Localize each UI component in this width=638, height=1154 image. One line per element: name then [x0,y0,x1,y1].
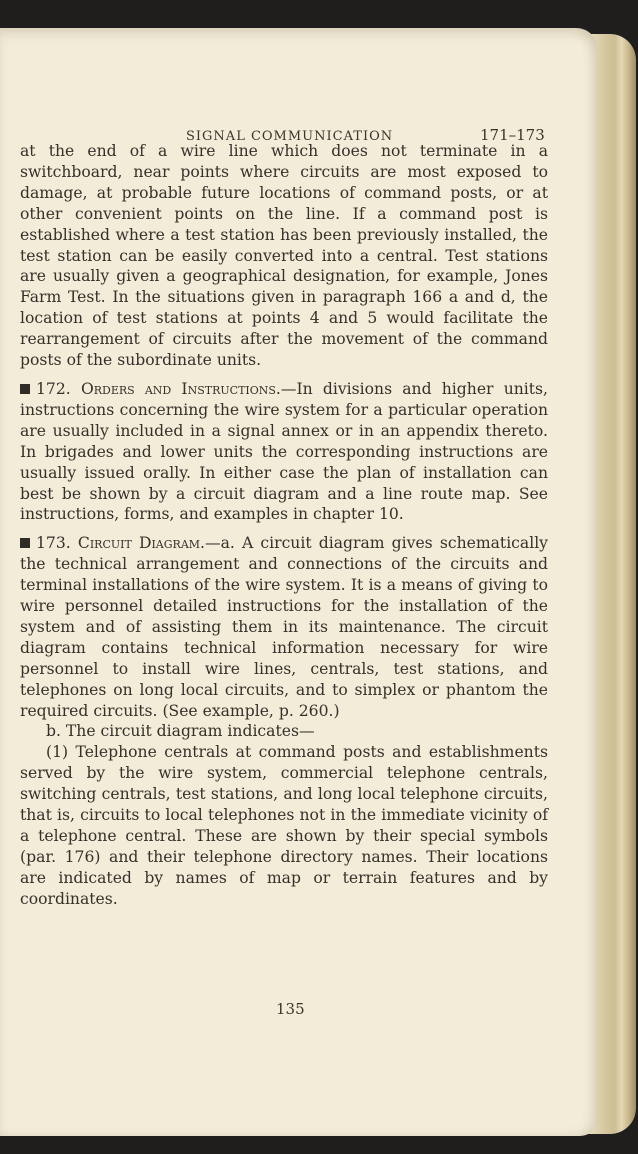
running-head-title: SIGNAL COMMUNICATION [186,129,394,144]
body-text [20,141,548,910]
section-172 [20,379,548,525]
running-head-paragraphs: 171–173 [480,126,545,144]
section-173-heading: Circuit Diagram. [77,534,205,553]
paragraph-continuation: at the end of a wire line which does not terminate in a switchboard, near points where circuits are most exposed to damage, at probable future locations of command posts, or at other convenient points on the line. If a command post is established where a test station has been previously installed, the test station can be easily converted into a central. Test stations are usually given a geographical designation, for example, Jones Farm Test. In the situations given in paragraph 166 a and d, the location of test stations at points 4 and 5 would facilitate the rearrangement of circuits after the movement of the command posts of the subordinate units. [20,142,548,370]
section-marker-icon [20,384,30,394]
section-173 [20,533,548,721]
section-172-text: —In divisions and higher units, instructions concerning the wire system for a particular operation are usually included in a signal annex or in an appendix thereto. In brigades and lower units the corresponding instructions are usually issued orally. In either case the plan of installation can best be shown by a circuit diagram and a line route map. See instructions, forms, and examples in chapter 10. [20,379,548,524]
section-172-number: 172. [36,379,71,398]
section-marker-icon [20,538,30,548]
section-173-number: 173. [36,534,71,553]
page-number: 135 [276,1000,305,1018]
section-172-heading: Orders and Instructions. [80,379,281,398]
section-173-text: —a. A circuit diagram gives schematically the technical arrangement and connections of the circuits and terminal installations of the wire system. It is a means of giving to wire personnel detailed instructions for the installation of the system and of assisting them in its maintenance. The circuit diagram contains technical information necessary for wire personnel to install wire lines, centrals, test stations, and telephones on long local circuits, and to simplex or phantom the required circuits. (See example, p. 260.) [20,534,548,720]
subparagraph-b: b. The circuit diagram indicates— [46,722,315,741]
subparagraph-item-1: (1) Telephone centrals at command posts and establishments served by the wire system, commercial telephone centrals, switching centrals, test stations, and long local telephone circuits, that is, circuits to local telephones not in the immediate vicinity of a telephone central. These are shown by their special symbols (par. 176) and their telephone directory names. Their locations are indicated by names of map or terrain features and by coordinates. [20,743,548,908]
